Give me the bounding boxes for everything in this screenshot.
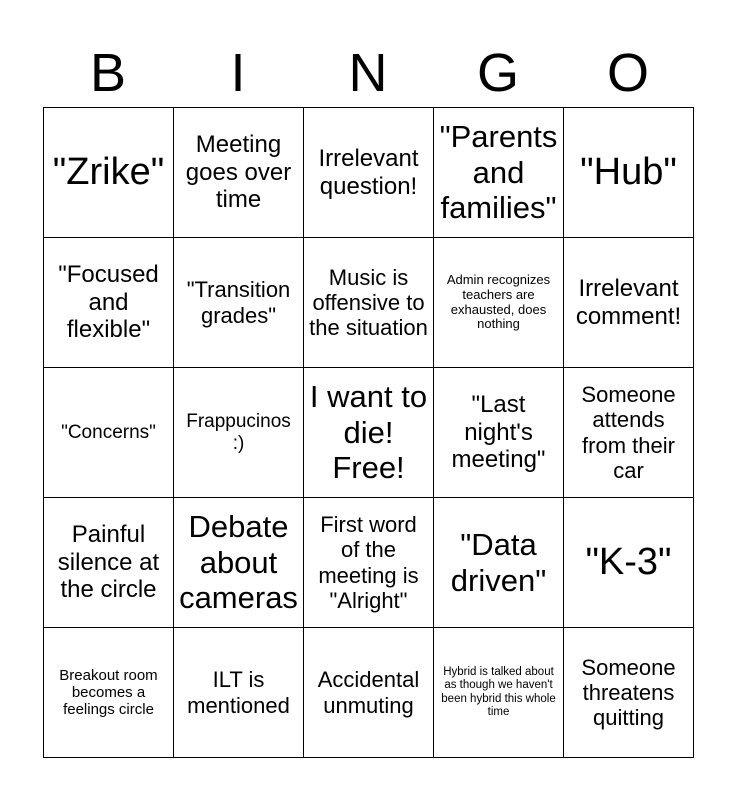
bingo-cell[interactable]: "Focused and flexible": [44, 238, 174, 368]
board-row: [44, 108, 694, 238]
bingo-cell[interactable]: Irrelevant question!: [304, 108, 434, 238]
bingo-cell[interactable]: Meeting goes over time: [174, 108, 304, 238]
bingo-cell[interactable]: Hybrid is talked about as though we haven't been hybrid this whole time: [434, 628, 564, 758]
bingo-cell[interactable]: "Parents and families": [434, 108, 564, 238]
bingo-cell[interactable]: "K-3": [564, 498, 694, 628]
header-letter-g: G: [476, 43, 519, 103]
board-row: [44, 368, 694, 498]
bingo-board: [43, 107, 694, 758]
bingo-cell[interactable]: Breakout room becomes a feelings circle: [44, 628, 174, 758]
bingo-cell[interactable]: "Last night's meeting": [434, 368, 564, 498]
bingo-cell[interactable]: Admin recognizes teachers are exhausted, does nothing: [434, 238, 564, 368]
board-row: [44, 238, 694, 368]
board-row: [44, 628, 694, 758]
header-letter-i: I: [230, 43, 246, 103]
bingo-cell[interactable]: "Data driven": [434, 498, 564, 628]
bingo-cell[interactable]: "Zrike": [44, 108, 174, 238]
bingo-cell[interactable]: Someone threatens quitting: [564, 628, 694, 758]
bingo-cell[interactable]: "Concerns": [44, 368, 174, 498]
bingo-cell[interactable]: Painful silence at the circle: [44, 498, 174, 628]
bingo-cell[interactable]: Music is offensive to the situation: [304, 238, 434, 368]
header-letter-o: O: [606, 43, 649, 103]
bingo-cell[interactable]: "Hub": [564, 108, 694, 238]
bingo-cell[interactable]: Someone attends from their car: [564, 368, 694, 498]
header-letter-n: N: [348, 43, 388, 103]
header-letter-b: B: [89, 43, 127, 103]
bingo-cell[interactable]: ILT is mentioned: [174, 628, 304, 758]
board-row: [44, 498, 694, 628]
bingo-cell[interactable]: First word of the meeting is "Alright": [304, 498, 434, 628]
bingo-cell[interactable]: Debate about cameras: [174, 498, 304, 628]
bingo-header: [43, 40, 693, 106]
bingo-cell[interactable]: Frappucinos :): [174, 368, 304, 498]
bingo-cell[interactable]: Accidental unmuting: [304, 628, 434, 758]
bingo-cell[interactable]: I want to die! Free!: [304, 368, 434, 498]
bingo-cell[interactable]: Irrelevant comment!: [564, 238, 694, 368]
bingo-cell[interactable]: "Transition grades": [174, 238, 304, 368]
